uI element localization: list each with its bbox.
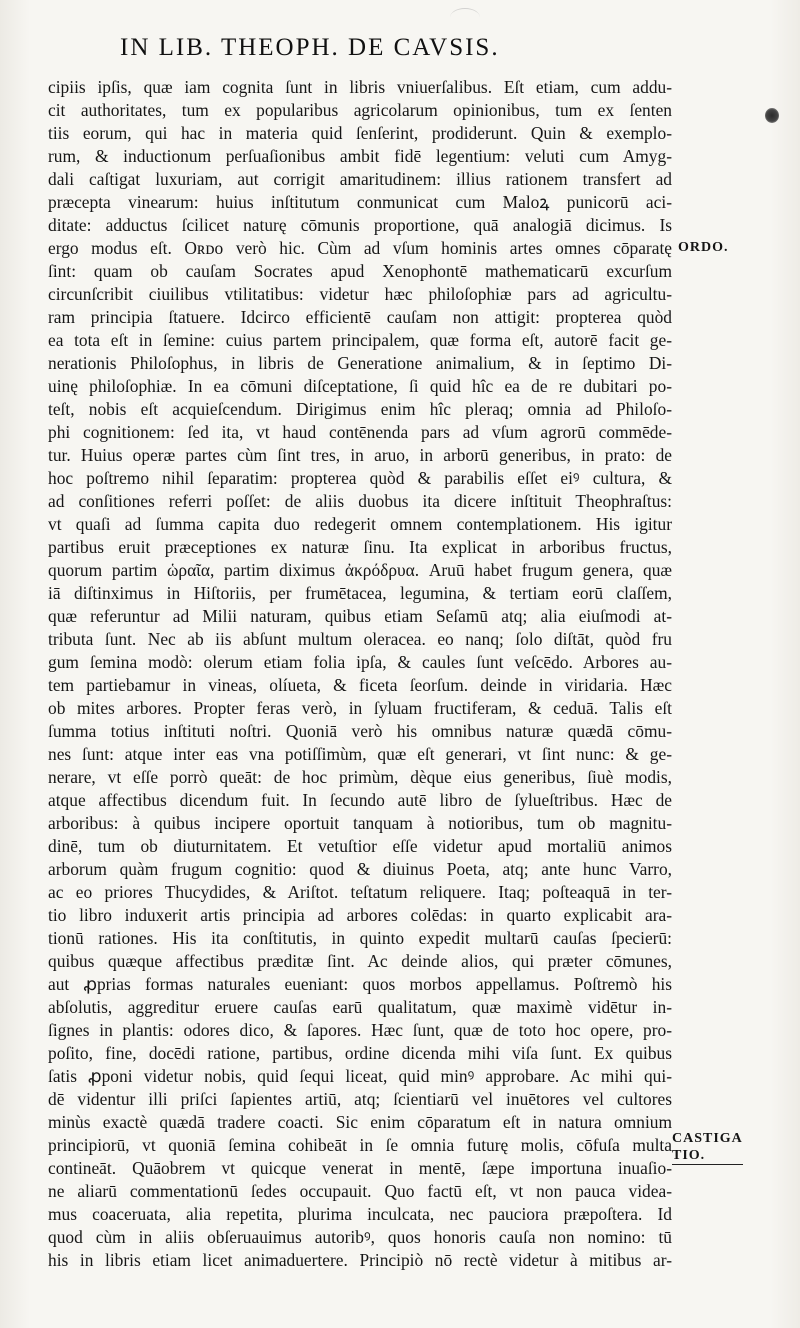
text-line: ſatis ꝓponi videtur nobis, quid ſequi liceat, quid minꝰ approbare. Ac mihi qui- [48,1066,672,1086]
text-line: poſito, fine, docēdi ratione, partibus, ordine dicenda mihi viſa ſunt. Ex quibus [48,1043,672,1063]
text-line: ac eo priores Thucydides, & Ariſtot. teſtatum reliquere. Itaq; poſteaquā in ter- [48,882,672,902]
text-line: vt quaſi ad ſumma capita duo redegerit omnem contemplationem. His igitur [48,514,672,534]
text-line: minùs exactè quædā tradere coacti. Sic enim cōparatum eſt in natura omnium [48,1112,672,1132]
text-line: circunſcribit ciuilibus vtilitatibus: videtur hæc philoſophiæ pars ad agricultu- [48,284,672,304]
text-line: his in libris etiam licet animaduertere. Principiò nō rectè videtur à mitibus ar- [48,1250,672,1270]
text-line: tio libro induxerit artis principia ad arbores colēdas: in quarto explicabit ara- [48,905,672,925]
ink-blot [765,108,779,123]
text-line: cipiis ipſis, quæ iam cognita ſunt in libris vniuerſalibus. Eſt etiam, cum addu- [48,77,672,97]
text-line: rum, & inductionum perſuaſionibus ambit fidē legentium: veluti cum Amyg- [48,146,672,166]
margin-note-castigatio-line1: CASTIGA [672,1131,743,1146]
text-line: præcepta vinearum: huius inſtitutum conmunicat cum Maloꝝ punicorū aci- [48,192,672,212]
text-line: teſt, nobis eſt acquieſcendum. Dirigimus enim hîc pleraq; omnia ad Philoſo- [48,399,672,419]
text-line: dē videntur illi priſci ſapientes artiū, atq; ſcientiarū vel inuētores vel cultores [48,1089,672,1109]
body-text [48,76,672,1272]
text-line: uinę philoſophiæ. In ea cōmuni diſceptatione, ſi quid hîc ea de re dubitari po- [48,376,672,396]
text-line: tributa ſunt. Nec ab iis abſunt multum oleracea. eo nanq; ſolo diſtāt, quòd fru [48,629,672,649]
text-line: ne aliarū commentationū ſedes occupauit. Quo factū eſt, vt non pauca videa- [48,1181,672,1201]
text-line: nerationis Philoſophus, in libris de Generatione animalium, & in ſeptimo Di- [48,353,672,373]
text-line: ſignes in plantis: odores dico, & ſapores. Hæc ſunt, quæ de toto hoc opere, pro- [48,1020,672,1040]
text-line: tem partiebamur in vineas, olíueta, & ficeta ſeorſum. deinde in viridaria. Hæc [48,675,672,695]
text-line: contineāt. Quāobrem vt quicque venerat in mentē, ſæpe importuna inuaſio- [48,1158,672,1178]
text-line: abſolutis, aggreditur eruere cauſas earū qualitatum, quæ maximè vidētur in- [48,997,672,1017]
text-line: quod cùm in aliis obſeruauimus autoribꝰ, quos honoris cauſa non nomino: tū [48,1227,672,1247]
text-line: ea tota eſt in ſemine: cuius partem principalem, quæ forma eſt, autorē facit ge- [48,330,672,350]
text-line: nes ſunt: atque inter eas vna potiſſimùm, quæ eſt generari, vt ſint nunc: & ge- [48,744,672,764]
text-line: dali caſtigat luxuriam, aut corrigit amaritudinem: illius rationem transfert ad [48,169,672,189]
text-line: partibus eruit præceptiones ex naturæ ſinu. Ita explicat in arboribus fructus, [48,537,672,557]
text-line: tur. Huius operæ partes cùm ſint tres, in aruo, in arborū generibus, in prato: de [48,445,672,465]
text-line: nerare, vt eſſe porrò queāt: de hoc primùm, dèque eius generibus, ſiuè modis, [48,767,672,787]
text-line: ram principia ſtatuere. Idcirco efficientē cauſam non attigit: propterea quòd [48,307,672,327]
text-line: hoc poſtremo nihil ſeparatim: propterea quòd & parabilis eſſet eiꝰ cultura, & [48,468,672,488]
text-line: quibus quæque affectibus præditæ ſint. Ac deinde alios, qui præter cōmunes, [48,951,672,971]
text-line: ad conſitiones referri poſſet: de aliis duobus ita dicere inſtituit Theophraſtus: [48,491,672,511]
text-line: tiis eorum, qui hac in materia quid ſenſerint, prodiderunt. Quin & exemplo- [48,123,672,143]
text-line: ſumma totius inſtituti noſtri. Quoniā verò his omnibus naturæ quædā cōmu- [48,721,672,741]
margin-note-ordo: ORDO. [678,240,729,255]
text-line: dinē, tum ob diuturnitatem. Et vetuſtior eſſe videtur apud mortaliū animos [48,836,672,856]
text-line: gum ſemina modò: olerum etiam folia ipſa, & caules ſunt veſcēdo. Arbores au- [48,652,672,672]
text-line: ergo modus eſt. Oʀᴅᴏ verò hic. Cùm ad vſum hominis artes omnes cōparatę [48,238,672,258]
text-line: tionū rationes. His ita conſtitutis, in quinto expedit multarū cauſas ſpecierū: [48,928,672,948]
running-head: IN LIB. THEOPH. DE CAVSIS. [120,34,500,61]
text-line: cit authoritates, tum ex popularibus agricolarum opinionibus, tum ex ſenten [48,100,672,120]
top-ornament [450,8,480,27]
margin-note-castigatio [672,1130,743,1165]
margin-note-castigatio-line2: TIO. [672,1147,743,1165]
text-line: principiorū, vt quoniā ſemina cohibeāt in ſe omnia futurę molis, cōfuſa multa [48,1135,672,1155]
text-line: aut ꝓprias formas naturales eueniant: quos morbos appellamus. Poſtremò his [48,974,672,994]
text-line: mus coaceruata, alia repetita, plurima inculcata, nec pauciora præpoſtera. Id [48,1204,672,1224]
text-line: quorum partim ὡραῖα, partim diximus ἀκρόδρυα. Aruū habet frugum genera, quæ [48,560,672,580]
text-line: iā diſtinximus in Hiſtoriis, per frumētacea, legumina, & tertiam eorū claſſem, [48,583,672,603]
text-line: ditate: adductus ſcilicet naturę cōmunis proportione, quā analogiā dicimus. Is [48,215,672,235]
text-line: quæ referuntur ad Milii naturam, quibus etiam Seſamū atq; alia eiuſmodi at- [48,606,672,626]
text-line: phi cognitionem: ſed ita, vt haud contēnenda pars ad vſum agrorū commēde- [48,422,672,442]
text-line: ob mites arbores. Propter feras verò, in ſyluam fructiferam, & ceduā. Talis eſt [48,698,672,718]
text-line: arboribus: à quibus incipere oportuit tanquam à notioribus, tum ob magnitu- [48,813,672,833]
text-line: ſint: quam ob cauſam Socrates apud Xenophontē mathematicarū excurſum [48,261,672,281]
text-line: atque affectibus dicendum fuit. In ſecundo autē libro de ſylueſtribus. Hæc de [48,790,672,810]
text-line: arborum quàm frugum cognitio: quod & diuinus Poeta, atq; ante hunc Varro, [48,859,672,879]
